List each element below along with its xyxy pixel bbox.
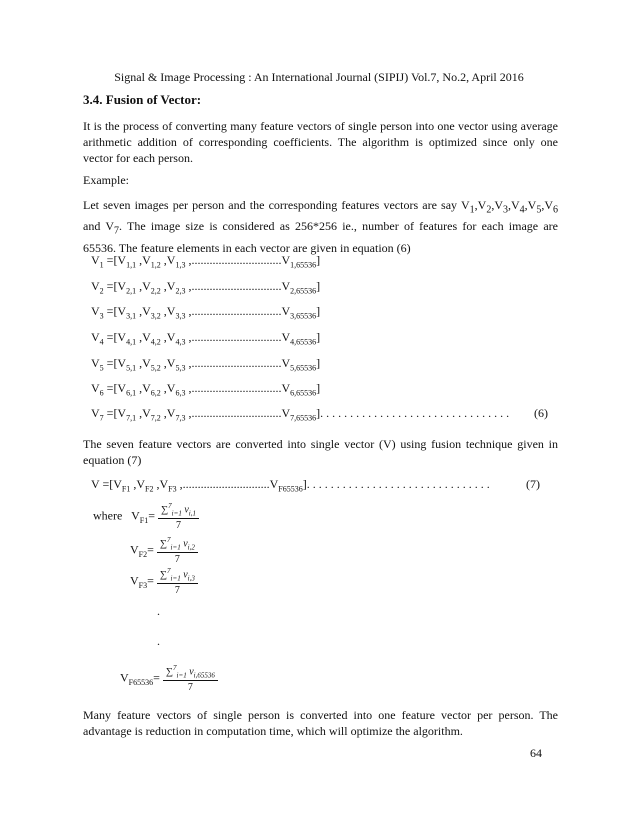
ellipsis-dot-2: . bbox=[157, 634, 160, 648]
example-text-c: . The image size is considered as 256*256 ie., number of features for each image are 65536. The feature elements in each vector are given in equation (6) bbox=[83, 219, 558, 255]
equation-6-label: (6) bbox=[534, 406, 548, 420]
equation-v6: $V_6 =[V_{6,1}$ $,V_{6,2}$ $,V_{6,3}$ $,..............................V_{6,65536}$] bbox=[91, 381, 321, 398]
equation-vf1: where $V_{F1}=$ $\frac{\sum^7_{i=1} v_{i,1}}{7}$ bbox=[93, 502, 199, 531]
equation-v1: $V_1 =[V_{1,1}$ $,V_{1,2}$ $,V_{1,3}$ $,..............................V_{1,65536}$] bbox=[91, 253, 321, 270]
where-label: where bbox=[93, 508, 123, 523]
example-text-a: Let seven images per person and the corresponding features vectors are say V bbox=[83, 198, 470, 212]
equation-7-label: (7) bbox=[526, 477, 540, 491]
fused-sub-last: F65536 bbox=[278, 484, 303, 494]
equation-vf3: $V_{F3}=$ $\frac{\sum^7_{i=1} v_{i,3}}{7}$ bbox=[130, 567, 198, 596]
fraction-vf1: $\frac{\sum^7_{i=1} v_{i,1}}{7}$ bbox=[158, 502, 199, 531]
paragraph-example-label: Example: bbox=[83, 173, 129, 187]
fused-sub-3: F3 bbox=[168, 484, 177, 494]
equation-v5: $V_5 =[V_{5,1}$ $,V_{5,2}$ $,V_{5,3}$ $,..............................V_{5,65536}$] bbox=[91, 356, 321, 373]
ellipsis-dot-1: . bbox=[157, 604, 160, 618]
paragraph-example-body: Let seven images per person and the corresponding features vectors are say $V_1,V_2,V_3,V_4,V_5,V_6$ and $V_7$. The image size is considered as 256*256 ie., number of features for each image are 65536. The feature elements in each vector are given in equation (6) bbox=[83, 198, 558, 255]
paragraph-definition: It is the process of converting many feature vectors of single person into one vector using average arithmetic addition of corresponding coefficients. The algorithm is optimized since only one vector for each person. bbox=[83, 119, 558, 165]
equation-v3: $V_3 =[V_{3,1}$ $,V_{3,2}$ $,V_{3,3}$ $,..............................V_{3,65536}$] bbox=[91, 304, 321, 321]
fraction-vf65536: $\frac{\sum^7_{i=1} v_{i,65536}}{7}$ bbox=[163, 664, 218, 693]
equation-vf2: $V_{F2}=$ $\frac{\sum^7_{i=1} v_{i,2}}{7}$ bbox=[130, 536, 198, 565]
equation-vf65536: $V_{F65536}=$ $\frac{\sum^7_{i=1} v_{i,65536}}{7}$ bbox=[120, 664, 218, 693]
fraction-vf3: $\frac{\sum^7_{i=1} v_{i,3}}{7}$ bbox=[157, 567, 198, 596]
fused-sub-2: F2 bbox=[145, 484, 154, 494]
running-header: Signal & Image Processing : An International Journal (SIPIJ) Vol.7, No.2, April 2016 bbox=[114, 70, 524, 84]
paragraph-fusion-intro: The seven feature vectors are converted into single vector (V) using fusion technique given in equation (7) bbox=[83, 437, 558, 467]
fused-sub-1: F1 bbox=[121, 484, 131, 494]
equation-v7: $V_7 =[V_{7,1}$ $,V_{7,2}$ $,V_{7,3}$ $,..............................V_{7,65536}$]. . . . . . . . . . . . . . . . . . . . . . . . . . . . . . . . (6) bbox=[91, 406, 548, 423]
example-text-b: and V bbox=[83, 219, 114, 234]
equation-fused-vector: $V =[V_{F1}$ $,V_{F2}$ $,V_{F3}$ $,.............................V_{F65536}$]. . . . . . . . . . . . . . . . . . . . . . . . . . . . . . . (7) bbox=[91, 477, 540, 494]
paragraph-conclusion: Many feature vectors of single person is converted into one feature vector per person. The advantage is reduction in computation time, which will optimize the algorithm. bbox=[83, 708, 558, 738]
fused-vector-label: V =[V bbox=[91, 477, 122, 491]
section-title: 3.4. Fusion of Vector: bbox=[83, 92, 202, 107]
equation-v2: $V_2 =[V_{2,1}$ $,V_{2,2}$ $,V_{2,3}$ $,..............................V_{2,65536}$] bbox=[91, 279, 321, 296]
page-number: 64 bbox=[530, 746, 542, 760]
fraction-vf2: $\frac{\sum^7_{i=1} v_{i,2}}{7}$ bbox=[157, 536, 198, 565]
equation-v4: $V_4 =[V_{4,1}$ $,V_{4,2}$ $,V_{4,3}$ $,..............................V_{4,65536}$] bbox=[91, 330, 321, 347]
